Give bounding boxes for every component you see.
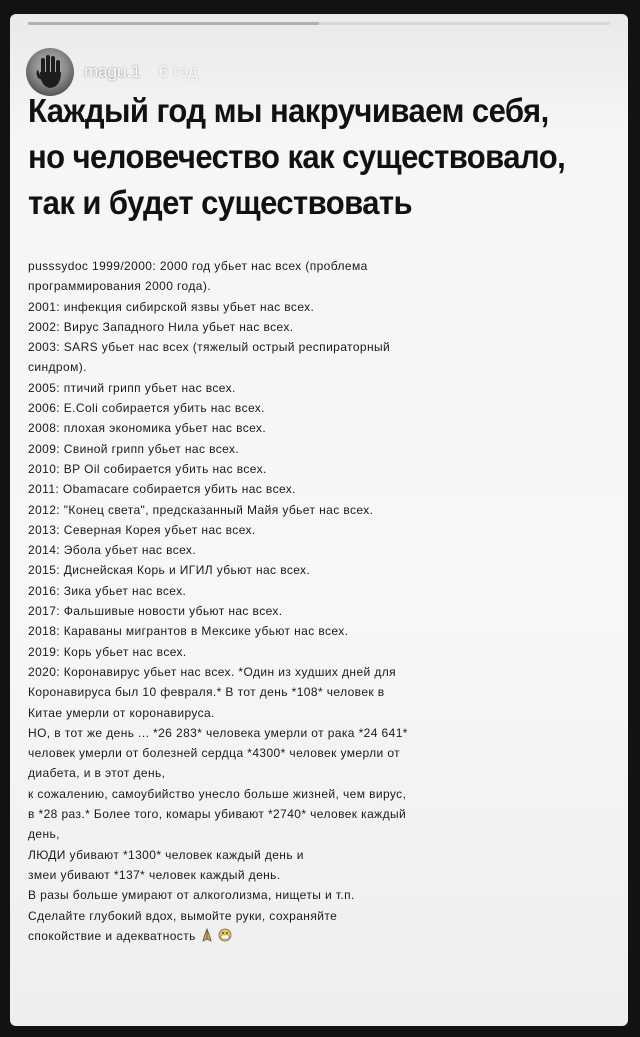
text-line xyxy=(28,479,620,499)
text-line xyxy=(28,540,620,560)
text-line-content: Коронавируса был 10 февраля.* В тот день *108* человек в xyxy=(28,685,385,700)
text-line-content: Сделайте глубокий вдох, вымойте руки, сохраняйте xyxy=(28,908,338,923)
text-line-content: 2010: BP Oil собирается убить нас всех. xyxy=(28,461,267,476)
text-line-content: программирования 2000 года). xyxy=(28,279,211,294)
text-line xyxy=(28,459,620,479)
text-line-content: 2016: Зика убьет нас всех. xyxy=(28,583,187,598)
text-line-content: 2012: "Конец света", предсказанный Майя убьет нас всех. xyxy=(28,502,374,517)
text-line-content: pusssydoc 1999/2000: 2000 год убьет нас всех (проблема xyxy=(28,259,368,273)
story-progress-bar xyxy=(28,22,610,25)
story-username[interactable]: magu.1 xyxy=(84,62,141,81)
text-line-content: 2015: Диснейская Корь и ИГИЛ убьют нас всех. xyxy=(28,563,311,578)
text-line xyxy=(28,398,620,418)
text-line-content: Китае умерли от коронавируса. xyxy=(28,705,215,720)
text-line xyxy=(28,256,620,276)
text-line xyxy=(28,276,620,296)
body-text xyxy=(28,256,620,948)
text-line xyxy=(28,804,620,824)
text-line-content: день, xyxy=(28,827,60,842)
text-line xyxy=(28,439,620,459)
text-line xyxy=(28,581,620,601)
text-line-content: 2017: Фальшивые новости убьют нас всех. xyxy=(28,604,283,619)
text-line-content: 2003: SARS убьет нас всех (тяжелый острый респираторный xyxy=(28,340,391,355)
text-line-content: спокойствие и адекватность xyxy=(28,928,196,943)
text-line xyxy=(28,682,620,702)
text-line-content: 2011: Obamacare собирается убить нас всех. xyxy=(28,482,296,497)
text-line xyxy=(28,560,620,580)
text-line-content: диабета, и в этот день, xyxy=(28,766,166,781)
text-line-content: змеи убивают *137* человек каждый день. xyxy=(28,867,281,882)
text-line xyxy=(28,500,620,520)
text-line-content: 2013: Северная Корея убьет нас всех. xyxy=(28,522,256,537)
face-mask-icon xyxy=(218,928,232,948)
text-line-content: 2014: Эбола убьет нас всех. xyxy=(28,543,197,558)
text-line xyxy=(28,845,620,865)
text-line-content: 2009: Свиной грипп убьет нас всех. xyxy=(28,441,240,456)
text-line xyxy=(28,784,620,804)
text-line-content: 2020: Коронавирус убьет нас всех. *Один из худших дней для xyxy=(28,664,397,679)
text-line xyxy=(28,865,620,885)
text-line xyxy=(28,926,620,948)
text-line-content: 2001: инфекция сибирской язвы убьет нас всех. xyxy=(28,299,315,314)
praying-hands-icon xyxy=(200,928,214,948)
text-line xyxy=(28,297,620,317)
text-line xyxy=(28,317,620,337)
text-line xyxy=(28,418,620,438)
story-progress-fill xyxy=(28,22,319,25)
text-line xyxy=(28,743,620,763)
text-line xyxy=(28,885,620,905)
text-line xyxy=(28,763,620,783)
text-line xyxy=(28,337,620,357)
text-line-content: 2005: птичий грипп убьет нас всех. xyxy=(28,380,236,395)
text-line xyxy=(28,520,620,540)
text-line xyxy=(28,357,620,377)
text-line-content: 2002: Вирус Западного Нила убьет нас всех. xyxy=(28,319,294,334)
text-line xyxy=(28,906,620,926)
raised-hand-icon xyxy=(30,52,70,92)
text-line xyxy=(28,723,620,743)
text-line-content: В разы больше умирают от алкоголизма, нищеты и т.п. xyxy=(28,888,355,903)
text-line-content: человек умерли от болезней сердца *4300* человек умерли от xyxy=(28,746,401,761)
text-line xyxy=(28,703,620,723)
text-line xyxy=(28,621,620,641)
text-line-content: 2008: плохая экономика убьет нас всех. xyxy=(28,421,267,436)
text-line xyxy=(28,662,620,682)
headline: Каждый год мы накручиваем себя, но человечество как существовало, так и будет существовать xyxy=(28,92,566,221)
story-card[interactable] xyxy=(10,14,628,1026)
text-line-content: 2019: Корь убьет нас всех. xyxy=(28,644,187,659)
text-line xyxy=(28,824,620,844)
text-line-content: синдром). xyxy=(28,360,87,375)
story-time-ago: 6 год xyxy=(158,62,198,81)
text-line xyxy=(28,378,620,398)
text-line xyxy=(28,601,620,621)
text-line-content: 2018: Караваны мигрантов в Мексике убьют нас всех. xyxy=(28,624,349,639)
text-line-content: к сожалению, самоубийство унесло больше жизней, чем вирус, xyxy=(28,786,407,801)
text-line xyxy=(28,642,620,662)
text-line-content: в *28 раз.* Более того, комары убивают *2740* человек каждый xyxy=(28,807,407,822)
text-line-content: ЛЮДИ убивают *1300* человек каждый день и xyxy=(28,847,304,862)
text-line-content: НО, в тот же день ... *26 283* человека умерли от рака *24 641* xyxy=(28,725,408,740)
text-line-content: 2006: E.Coli собирается убить нас всех. xyxy=(28,401,265,416)
